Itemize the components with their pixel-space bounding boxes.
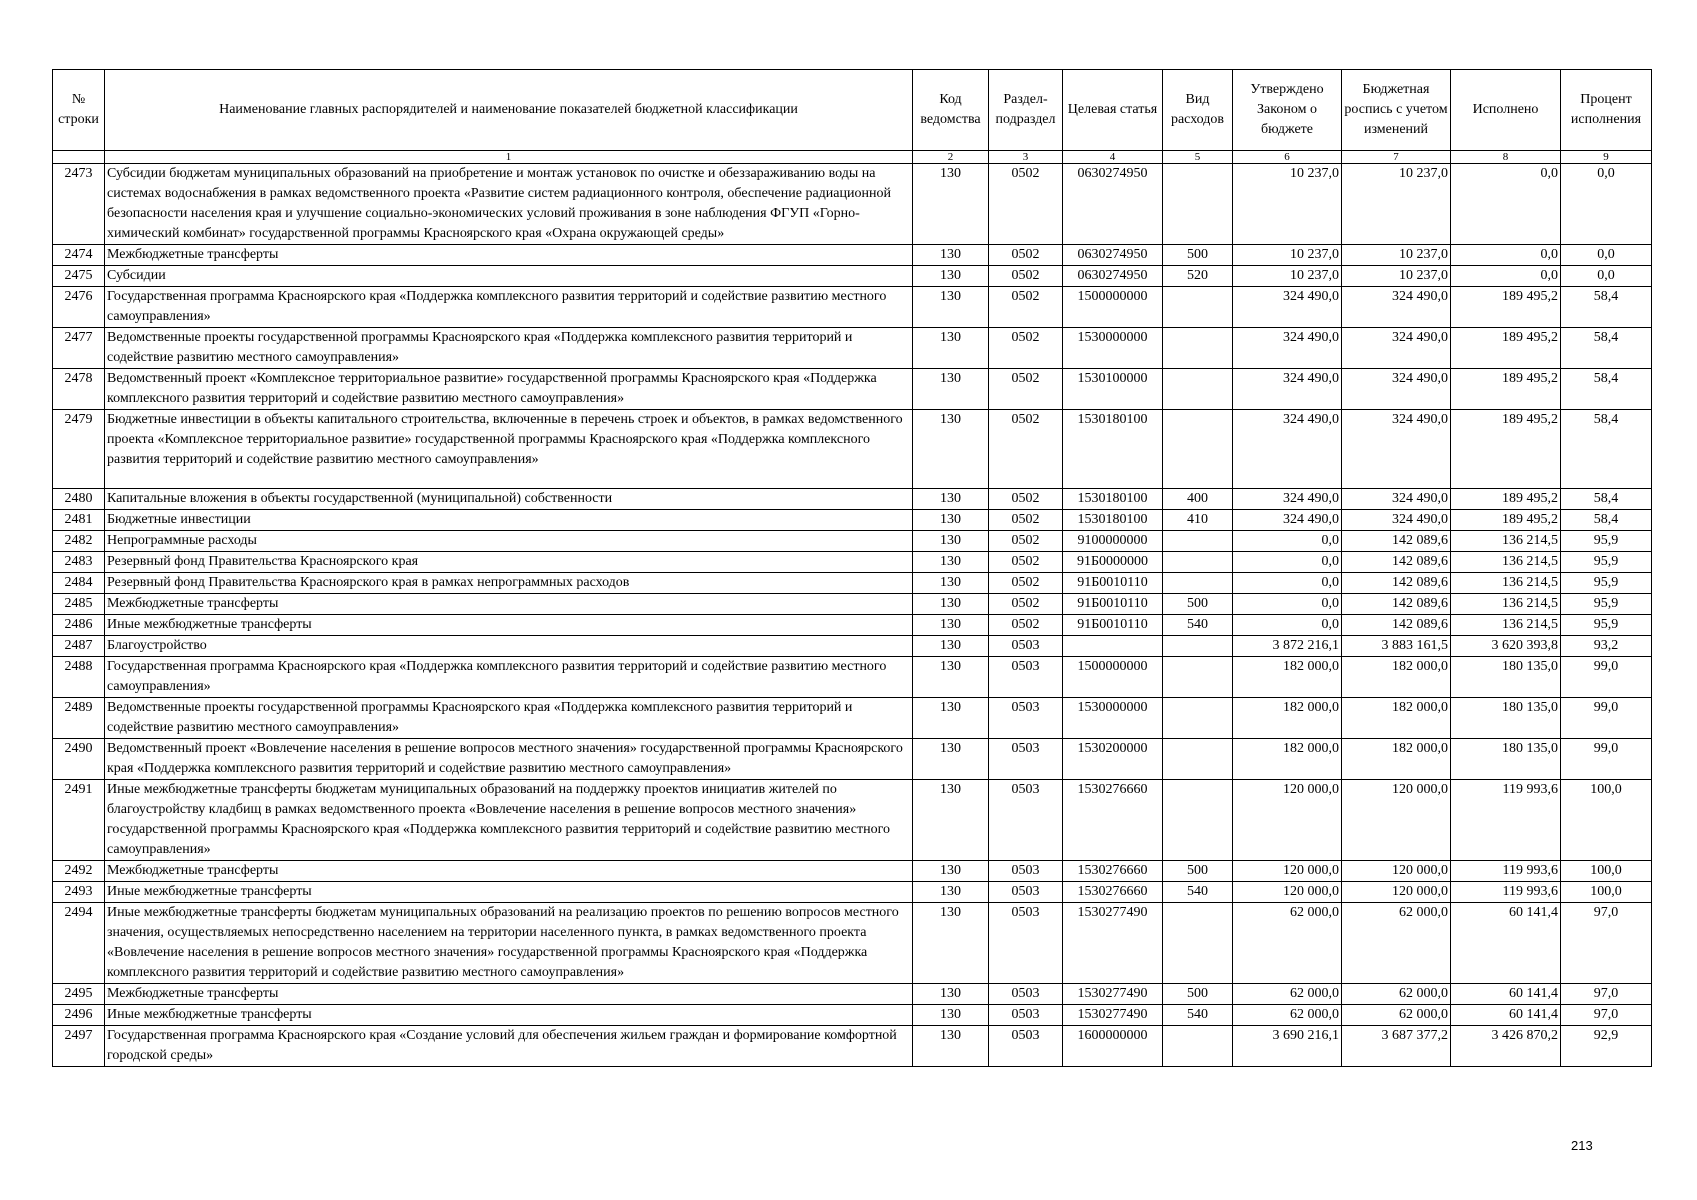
cell-percent: 99,0	[1561, 739, 1652, 780]
cell-row-num: 2473	[53, 164, 105, 245]
cell-name: Межбюджетные трансферты	[105, 861, 913, 882]
cell-name: Государственная программа Красноярского края «Создание условий для обеспечения жильем граждан и формирование комфортной городской среды»	[105, 1026, 913, 1067]
cell-percent: 97,0	[1561, 903, 1652, 984]
cell-percent: 58,4	[1561, 489, 1652, 510]
cell-approved: 0,0	[1233, 552, 1342, 573]
cell-executed: 0,0	[1451, 266, 1561, 287]
header-exp-type: Вид расходов	[1163, 70, 1233, 151]
cell-percent: 97,0	[1561, 984, 1652, 1005]
cell-target: 1500000000	[1063, 287, 1163, 328]
cell-budget-list: 324 490,0	[1342, 510, 1451, 531]
cell-executed: 180 135,0	[1451, 739, 1561, 780]
table-row	[53, 164, 1652, 245]
header-budget-list: Бюджетная роспись с учетом изменений	[1342, 70, 1451, 151]
cell-approved: 10 237,0	[1233, 164, 1342, 245]
cell-dept-code: 130	[913, 615, 989, 636]
cell-percent: 0,0	[1561, 266, 1652, 287]
cell-name: Государственная программа Красноярского края «Поддержка комплексного развития территорий и содействие развитию местного самоуправления»	[105, 287, 913, 328]
cell-exp-type	[1163, 573, 1233, 594]
cell-exp-type: 500	[1163, 984, 1233, 1005]
cell-dept-code: 130	[913, 657, 989, 698]
cell-target: 1500000000	[1063, 657, 1163, 698]
cell-percent: 93,2	[1561, 636, 1652, 657]
cell-section: 0502	[989, 164, 1063, 245]
cell-budget-list: 3 883 161,5	[1342, 636, 1451, 657]
cell-section: 0503	[989, 861, 1063, 882]
cell-executed: 136 214,5	[1451, 594, 1561, 615]
cell-exp-type: 540	[1163, 882, 1233, 903]
cell-executed: 119 993,6	[1451, 882, 1561, 903]
cell-target: 1530276660	[1063, 780, 1163, 861]
cell-budget-list: 182 000,0	[1342, 698, 1451, 739]
cell-dept-code: 130	[913, 984, 989, 1005]
cell-row-num: 2493	[53, 882, 105, 903]
cell-name: Иные межбюджетные трансферты	[105, 615, 913, 636]
cell-target: 1530000000	[1063, 328, 1163, 369]
cell-executed: 180 135,0	[1451, 698, 1561, 739]
cell-budget-list: 120 000,0	[1342, 882, 1451, 903]
cell-executed: 60 141,4	[1451, 903, 1561, 984]
cell-approved: 120 000,0	[1233, 780, 1342, 861]
cell-dept-code: 130	[913, 698, 989, 739]
cell-approved: 62 000,0	[1233, 903, 1342, 984]
column-number: 5	[1163, 151, 1233, 164]
cell-approved: 10 237,0	[1233, 245, 1342, 266]
cell-name: Ведомственный проект «Вовлечение населения в решение вопросов местного значения» государственной программы Красноярского края «Поддержка комплексного развития территорий и содействие развитию местного самоуправления»	[105, 739, 913, 780]
table-row	[53, 489, 1652, 510]
cell-executed: 189 495,2	[1451, 510, 1561, 531]
cell-dept-code: 130	[913, 266, 989, 287]
table-row	[53, 410, 1652, 489]
cell-name: Иные межбюджетные трансферты бюджетам муниципальных образований на реализацию проектов по решению вопросов местного значения, осуществляемых непосредственно населением на территории населенного пункта, в рамках ведомственного проекта «Вовлечение населения в решение вопросов местного значения» государственной программы Красноярского края «Поддержка комплексного развития территорий и содействие развитию местного самоуправления»	[105, 903, 913, 984]
cell-executed: 136 214,5	[1451, 531, 1561, 552]
cell-section: 0502	[989, 615, 1063, 636]
cell-exp-type: 520	[1163, 266, 1233, 287]
cell-budget-list: 62 000,0	[1342, 984, 1451, 1005]
header-percent: Процент исполнения	[1561, 70, 1652, 151]
cell-dept-code: 130	[913, 780, 989, 861]
table-row	[53, 552, 1652, 573]
cell-executed: 60 141,4	[1451, 984, 1561, 1005]
cell-section: 0503	[989, 882, 1063, 903]
cell-target: 1600000000	[1063, 1026, 1163, 1067]
cell-row-num: 2481	[53, 510, 105, 531]
cell-exp-type: 400	[1163, 489, 1233, 510]
column-number: 8	[1451, 151, 1561, 164]
cell-row-num: 2474	[53, 245, 105, 266]
cell-name: Ведомственный проект «Комплексное территориальное развитие» государственной программы Красноярского края «Поддержка комплексного развития территорий и содействие развитию местного самоуправления»	[105, 369, 913, 410]
cell-budget-list: 142 089,6	[1342, 615, 1451, 636]
cell-exp-type: 500	[1163, 594, 1233, 615]
cell-row-num: 2478	[53, 369, 105, 410]
cell-row-num: 2487	[53, 636, 105, 657]
table-row	[53, 984, 1652, 1005]
cell-approved: 120 000,0	[1233, 882, 1342, 903]
cell-section: 0503	[989, 1026, 1063, 1067]
cell-budget-list: 120 000,0	[1342, 861, 1451, 882]
cell-exp-type	[1163, 410, 1233, 489]
cell-executed: 0,0	[1451, 245, 1561, 266]
header-row-num: № строки	[53, 70, 105, 151]
cell-executed: 189 495,2	[1451, 328, 1561, 369]
cell-name: Субсидии	[105, 266, 913, 287]
cell-percent: 99,0	[1561, 698, 1652, 739]
cell-exp-type	[1163, 328, 1233, 369]
cell-dept-code: 130	[913, 903, 989, 984]
cell-row-num: 2491	[53, 780, 105, 861]
cell-executed: 189 495,2	[1451, 489, 1561, 510]
cell-target: 0630274950	[1063, 164, 1163, 245]
table-row	[53, 739, 1652, 780]
cell-executed: 119 993,6	[1451, 780, 1561, 861]
cell-budget-list: 10 237,0	[1342, 164, 1451, 245]
cell-section: 0502	[989, 531, 1063, 552]
cell-executed: 3 620 393,8	[1451, 636, 1561, 657]
cell-approved: 324 490,0	[1233, 287, 1342, 328]
cell-target: 1530276660	[1063, 861, 1163, 882]
cell-section: 0502	[989, 410, 1063, 489]
cell-row-num: 2496	[53, 1005, 105, 1026]
table-row	[53, 780, 1652, 861]
cell-section: 0502	[989, 489, 1063, 510]
cell-executed: 136 214,5	[1451, 573, 1561, 594]
cell-name: Межбюджетные трансферты	[105, 245, 913, 266]
cell-budget-list: 142 089,6	[1342, 531, 1451, 552]
cell-name: Резервный фонд Правительства Красноярского края в рамках непрограммных расходов	[105, 573, 913, 594]
header-section: Раздел-подраздел	[989, 70, 1063, 151]
cell-exp-type: 540	[1163, 615, 1233, 636]
cell-dept-code: 130	[913, 245, 989, 266]
cell-dept-code: 130	[913, 510, 989, 531]
cell-approved: 324 490,0	[1233, 489, 1342, 510]
cell-dept-code: 130	[913, 861, 989, 882]
cell-approved: 3 690 216,1	[1233, 1026, 1342, 1067]
cell-dept-code: 130	[913, 573, 989, 594]
cell-section: 0502	[989, 594, 1063, 615]
cell-target: 91Б0010110	[1063, 594, 1163, 615]
cell-executed: 189 495,2	[1451, 410, 1561, 489]
cell-name: Межбюджетные трансферты	[105, 984, 913, 1005]
cell-section: 0503	[989, 739, 1063, 780]
cell-exp-type	[1163, 780, 1233, 861]
cell-budget-list: 120 000,0	[1342, 780, 1451, 861]
cell-section: 0502	[989, 552, 1063, 573]
cell-percent: 92,9	[1561, 1026, 1652, 1067]
cell-budget-list: 324 490,0	[1342, 328, 1451, 369]
cell-name: Непрограммные расходы	[105, 531, 913, 552]
cell-target: 91Б0000000	[1063, 552, 1163, 573]
cell-approved: 324 490,0	[1233, 510, 1342, 531]
cell-executed: 180 135,0	[1451, 657, 1561, 698]
cell-percent: 58,4	[1561, 369, 1652, 410]
table-row	[53, 657, 1652, 698]
cell-row-num: 2480	[53, 489, 105, 510]
cell-section: 0503	[989, 780, 1063, 861]
cell-section: 0503	[989, 984, 1063, 1005]
cell-exp-type	[1163, 287, 1233, 328]
column-number: 9	[1561, 151, 1652, 164]
cell-row-num: 2475	[53, 266, 105, 287]
cell-name: Иные межбюджетные трансферты	[105, 1005, 913, 1026]
cell-dept-code: 130	[913, 594, 989, 615]
cell-percent: 95,9	[1561, 615, 1652, 636]
cell-approved: 10 237,0	[1233, 266, 1342, 287]
cell-section: 0502	[989, 245, 1063, 266]
header-approved: Утверждено Законом о бюджете	[1233, 70, 1342, 151]
cell-row-num: 2494	[53, 903, 105, 984]
column-numbers-row	[53, 151, 1652, 164]
cell-dept-code: 130	[913, 328, 989, 369]
cell-target: 1530000000	[1063, 698, 1163, 739]
cell-exp-type	[1163, 164, 1233, 245]
cell-budget-list: 142 089,6	[1342, 573, 1451, 594]
cell-row-num: 2490	[53, 739, 105, 780]
cell-approved: 0,0	[1233, 531, 1342, 552]
cell-approved: 324 490,0	[1233, 369, 1342, 410]
cell-percent: 99,0	[1561, 657, 1652, 698]
cell-name: Благоустройство	[105, 636, 913, 657]
cell-dept-code: 130	[913, 552, 989, 573]
cell-name: Бюджетные инвестиции	[105, 510, 913, 531]
cell-row-num: 2489	[53, 698, 105, 739]
cell-budget-list: 324 490,0	[1342, 287, 1451, 328]
cell-name: Межбюджетные трансферты	[105, 594, 913, 615]
table-row	[53, 531, 1652, 552]
cell-dept-code: 130	[913, 369, 989, 410]
cell-target: 0630274950	[1063, 245, 1163, 266]
cell-budget-list: 324 490,0	[1342, 489, 1451, 510]
cell-exp-type: 500	[1163, 861, 1233, 882]
cell-target: 1530276660	[1063, 882, 1163, 903]
cell-dept-code: 130	[913, 410, 989, 489]
cell-approved: 62 000,0	[1233, 984, 1342, 1005]
cell-percent: 97,0	[1561, 1005, 1652, 1026]
cell-target: 1530277490	[1063, 984, 1163, 1005]
cell-exp-type: 500	[1163, 245, 1233, 266]
header-name: Наименование главных распорядителей и наименование показателей бюджетной классификации	[105, 70, 913, 151]
cell-target: 1530180100	[1063, 489, 1163, 510]
cell-budget-list: 142 089,6	[1342, 552, 1451, 573]
cell-dept-code: 130	[913, 287, 989, 328]
table-row	[53, 636, 1652, 657]
cell-budget-list: 324 490,0	[1342, 369, 1451, 410]
table-row	[53, 1026, 1652, 1067]
cell-approved: 182 000,0	[1233, 698, 1342, 739]
cell-executed: 136 214,5	[1451, 615, 1561, 636]
table-row	[53, 698, 1652, 739]
cell-row-num: 2476	[53, 287, 105, 328]
cell-budget-list: 3 687 377,2	[1342, 1026, 1451, 1067]
cell-section: 0502	[989, 369, 1063, 410]
cell-percent: 58,4	[1561, 287, 1652, 328]
header-dept-code: Код ведомства	[913, 70, 989, 151]
header-executed: Исполнено	[1451, 70, 1561, 151]
cell-exp-type	[1163, 552, 1233, 573]
cell-row-num: 2486	[53, 615, 105, 636]
column-number: 6	[1233, 151, 1342, 164]
cell-budget-list: 324 490,0	[1342, 410, 1451, 489]
cell-name: Резервный фонд Правительства Красноярского края	[105, 552, 913, 573]
table-row	[53, 510, 1652, 531]
cell-percent: 95,9	[1561, 573, 1652, 594]
cell-approved: 182 000,0	[1233, 657, 1342, 698]
cell-section: 0502	[989, 328, 1063, 369]
cell-name: Субсидии бюджетам муниципальных образований на приобретение и монтаж установок по очистке и обеззараживанию воды на системах водоснабжения в рамках ведомственного проекта «Развитие систем радиационного контроля, обеспечение радиационной безопасности населения края и улучшение социально-экономических условий проживания в зоне наблюдения ФГУП «Горно-химический комбинат» государственной программы Красноярского края «Охрана окружающей среды»	[105, 164, 913, 245]
column-number: 7	[1342, 151, 1451, 164]
cell-approved: 324 490,0	[1233, 328, 1342, 369]
table-row	[53, 1005, 1652, 1026]
table-row	[53, 287, 1652, 328]
cell-section: 0503	[989, 636, 1063, 657]
cell-dept-code: 130	[913, 1026, 989, 1067]
column-number: 2	[913, 151, 989, 164]
cell-percent: 95,9	[1561, 531, 1652, 552]
cell-dept-code: 130	[913, 164, 989, 245]
cell-target: 1530277490	[1063, 1005, 1163, 1026]
cell-budget-list: 62 000,0	[1342, 1005, 1451, 1026]
cell-row-num: 2482	[53, 531, 105, 552]
table-row	[53, 328, 1652, 369]
column-number: 4	[1063, 151, 1163, 164]
cell-budget-list: 10 237,0	[1342, 266, 1451, 287]
cell-target: 1530180100	[1063, 410, 1163, 489]
cell-dept-code: 130	[913, 1005, 989, 1026]
cell-section: 0503	[989, 698, 1063, 739]
cell-target: 1530100000	[1063, 369, 1163, 410]
column-number: 3	[989, 151, 1063, 164]
table-row	[53, 882, 1652, 903]
cell-budget-list: 182 000,0	[1342, 739, 1451, 780]
cell-row-num: 2485	[53, 594, 105, 615]
cell-approved: 62 000,0	[1233, 1005, 1342, 1026]
cell-section: 0503	[989, 657, 1063, 698]
cell-exp-type	[1163, 657, 1233, 698]
cell-exp-type	[1163, 369, 1233, 410]
cell-row-num: 2488	[53, 657, 105, 698]
cell-exp-type: 410	[1163, 510, 1233, 531]
cell-target: 1530180100	[1063, 510, 1163, 531]
table-row	[53, 369, 1652, 410]
cell-percent: 95,9	[1561, 594, 1652, 615]
cell-executed: 189 495,2	[1451, 287, 1561, 328]
cell-percent: 0,0	[1561, 245, 1652, 266]
cell-dept-code: 130	[913, 882, 989, 903]
cell-name: Ведомственные проекты государственной программы Красноярского края «Поддержка комплексного развития территорий и содействие развитию местного самоуправления»	[105, 328, 913, 369]
cell-name: Ведомственные проекты государственной программы Красноярского края «Поддержка комплексного развития территорий и содействие развитию местного самоуправления»	[105, 698, 913, 739]
cell-name: Государственная программа Красноярского края «Поддержка комплексного развития территорий и содействие развитию местного самоуправления»	[105, 657, 913, 698]
cell-approved: 182 000,0	[1233, 739, 1342, 780]
table-row	[53, 245, 1652, 266]
cell-exp-type	[1163, 739, 1233, 780]
cell-percent: 0,0	[1561, 164, 1652, 245]
cell-name: Капитальные вложения в объекты государственной (муниципальной) собственности	[105, 489, 913, 510]
cell-percent: 100,0	[1561, 861, 1652, 882]
cell-executed: 60 141,4	[1451, 1005, 1561, 1026]
cell-row-num: 2484	[53, 573, 105, 594]
column-number: 1	[105, 151, 913, 164]
cell-budget-list: 62 000,0	[1342, 903, 1451, 984]
page-number: 213	[1571, 1138, 1593, 1153]
cell-percent: 100,0	[1561, 780, 1652, 861]
cell-exp-type	[1163, 903, 1233, 984]
cell-target: 9100000000	[1063, 531, 1163, 552]
cell-approved: 0,0	[1233, 594, 1342, 615]
cell-section: 0503	[989, 1005, 1063, 1026]
cell-name: Бюджетные инвестиции в объекты капитального строительства, включенные в перечень строек и объектов, в рамках ведомственного проекта «Комплексное территориальное развитие» государственной программы Красноярского края «Поддержка комплексного развития территорий и содействие развитию местного самоуправления»	[105, 410, 913, 489]
header-target: Целевая статья	[1063, 70, 1163, 151]
table-row	[53, 615, 1652, 636]
table-row	[53, 594, 1652, 615]
header-row	[53, 70, 1652, 151]
cell-budget-list: 10 237,0	[1342, 245, 1451, 266]
cell-exp-type	[1163, 531, 1233, 552]
cell-section: 0502	[989, 266, 1063, 287]
cell-exp-type	[1163, 1026, 1233, 1067]
cell-target: 1530277490	[1063, 903, 1163, 984]
cell-approved: 324 490,0	[1233, 410, 1342, 489]
cell-dept-code: 130	[913, 636, 989, 657]
cell-target: 91Б0010110	[1063, 615, 1163, 636]
cell-section: 0502	[989, 573, 1063, 594]
cell-target: 0630274950	[1063, 266, 1163, 287]
cell-percent: 58,4	[1561, 510, 1652, 531]
budget-table	[52, 69, 1652, 1067]
table-body	[53, 164, 1652, 1067]
cell-section: 0502	[989, 510, 1063, 531]
cell-section: 0503	[989, 903, 1063, 984]
cell-row-num: 2497	[53, 1026, 105, 1067]
cell-executed: 3 426 870,2	[1451, 1026, 1561, 1067]
table-row	[53, 573, 1652, 594]
table-row	[53, 903, 1652, 984]
cell-row-num: 2477	[53, 328, 105, 369]
cell-approved: 0,0	[1233, 573, 1342, 594]
cell-dept-code: 130	[913, 739, 989, 780]
cell-exp-type: 540	[1163, 1005, 1233, 1026]
table-row	[53, 861, 1652, 882]
cell-executed: 189 495,2	[1451, 369, 1561, 410]
cell-percent: 58,4	[1561, 410, 1652, 489]
cell-percent: 95,9	[1561, 552, 1652, 573]
cell-section: 0502	[989, 287, 1063, 328]
cell-row-num: 2479	[53, 410, 105, 489]
cell-name: Иные межбюджетные трансферты	[105, 882, 913, 903]
cell-dept-code: 130	[913, 489, 989, 510]
cell-approved: 120 000,0	[1233, 861, 1342, 882]
cell-budget-list: 182 000,0	[1342, 657, 1451, 698]
cell-target	[1063, 636, 1163, 657]
cell-executed: 119 993,6	[1451, 861, 1561, 882]
cell-target: 91Б0010110	[1063, 573, 1163, 594]
cell-row-num: 2492	[53, 861, 105, 882]
cell-approved: 3 872 216,1	[1233, 636, 1342, 657]
cell-name: Иные межбюджетные трансферты бюджетам муниципальных образований на поддержку проектов инициатив жителей по благоустройству кладбищ в рамках ведомственного проекта «Вовлечение населения в решение вопросов местного значения» государственной программы Красноярского края «Поддержка комплексного развития территорий и содействие развитию местного самоуправления»	[105, 780, 913, 861]
cell-target: 1530200000	[1063, 739, 1163, 780]
cell-row-num: 2495	[53, 984, 105, 1005]
table-row	[53, 266, 1652, 287]
cell-exp-type	[1163, 698, 1233, 739]
cell-executed: 0,0	[1451, 164, 1561, 245]
cell-percent: 100,0	[1561, 882, 1652, 903]
cell-dept-code: 130	[913, 531, 989, 552]
cell-approved: 0,0	[1233, 615, 1342, 636]
cell-percent: 58,4	[1561, 328, 1652, 369]
cell-exp-type	[1163, 636, 1233, 657]
cell-row-num: 2483	[53, 552, 105, 573]
cell-budget-list: 142 089,6	[1342, 594, 1451, 615]
cell-executed: 136 214,5	[1451, 552, 1561, 573]
